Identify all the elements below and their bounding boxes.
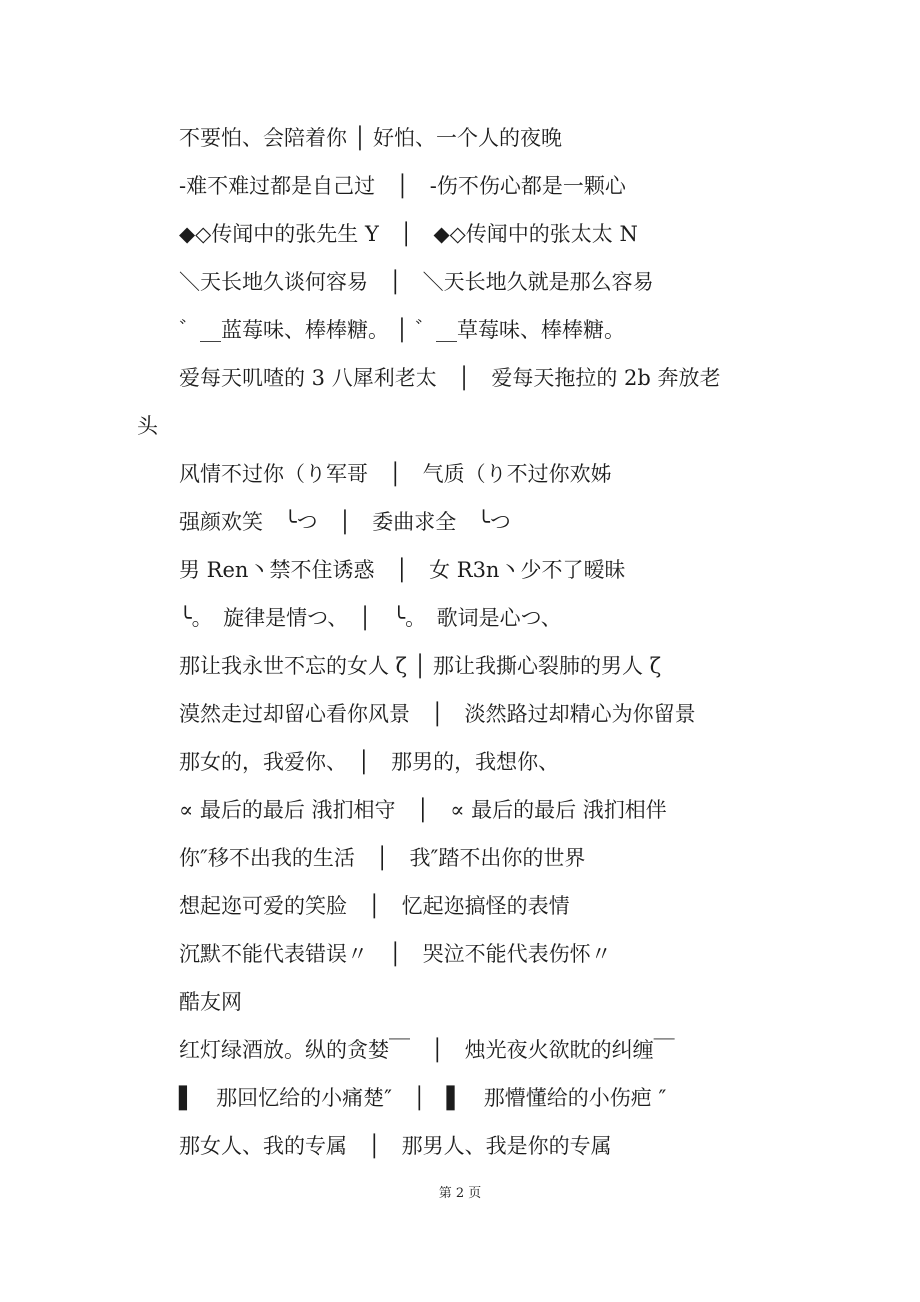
nickname-pair-line: ∝ 最后的最后 涐扪相守 │ ∝ 最后的最后 涐扪相伴 (179, 798, 667, 822)
site-name-line: 酷友网 (179, 990, 242, 1014)
page-footer (0, 1184, 920, 1204)
nickname-pair-line-continuation: 头 (137, 414, 158, 438)
nickname-pair-line: 那让我永世不忘的女人 ζ │ 那让我撕心裂肺的男人 ζ (179, 654, 662, 678)
nickname-pair-line: 风情不过你（り军哥 │ 气质（り不过你欢姊 (179, 462, 612, 486)
nickname-pair-line: 爱每天叽喳的 3 八犀利老太 │ 爱每天拖拉的 2b 奔放老 (179, 366, 721, 390)
nickname-pair-line: 强颜欢笑 ╰つ │ 委曲求全 ╰つ (179, 510, 511, 534)
nickname-pair-line: 你″移不出我的生活 │ 我″踏不出你的世界 (179, 846, 586, 870)
nickname-pair-line: 漠然走过却留心看你风景 │ 淡然路过却精心为你留景 (179, 702, 696, 726)
nickname-pair-line: 不要怕、会陪着你 │ 好怕、一个人的夜晚 (179, 126, 562, 150)
nickname-pair-line: 那女人、我的专属 │ 那男人、我是你的专属 (179, 1134, 612, 1158)
nickname-pair-line: 沉默不能代表错误〃 │ 哭泣不能代表伤怀〃 (179, 942, 612, 966)
nickname-pair-line: ◆◇传闻中的张先生 Y │ ◆◇传闻中的张太太 N (179, 222, 638, 246)
nickname-pair-line: 想起迩可爱的笑脸 │ 忆起迩搞怪的表情 (179, 894, 570, 918)
nickname-pair-line: ＼天长地久谈何容易 │ ＼天长地久就是那么容易 (179, 270, 654, 294)
page-number: 第 2 页 (438, 1186, 482, 1201)
nickname-pair-line: ╰。 旋律是情つ、 │ ╰。 歌词是心つ、 (179, 606, 562, 630)
nickname-pair-line: -难不难过都是自己过 │ -伤不伤心都是一颗心 (179, 174, 626, 198)
nickname-pair-line: 红灯绿酒放。纵的贪婪￣ │ 烛光夜火欲眈的纠缠￣ (179, 1038, 675, 1062)
nickname-pair-line: 那女的，我爱你、 │ 那男的，我想你、 (179, 750, 560, 774)
nickname-pair-line: ▌ 那回忆给的小痛楚″ │ ▌ 那懵懂给的小伤疤 ″ (179, 1086, 667, 1110)
nickname-pair-line: 男 Ren丶禁不住诱惑 │ 女 R3n丶少不了暧昧 (179, 558, 626, 582)
nickname-pair-line: ゛__蓝莓味、棒棒糖。 │ ゛__草莓味、棒棒糖。 (179, 318, 625, 342)
